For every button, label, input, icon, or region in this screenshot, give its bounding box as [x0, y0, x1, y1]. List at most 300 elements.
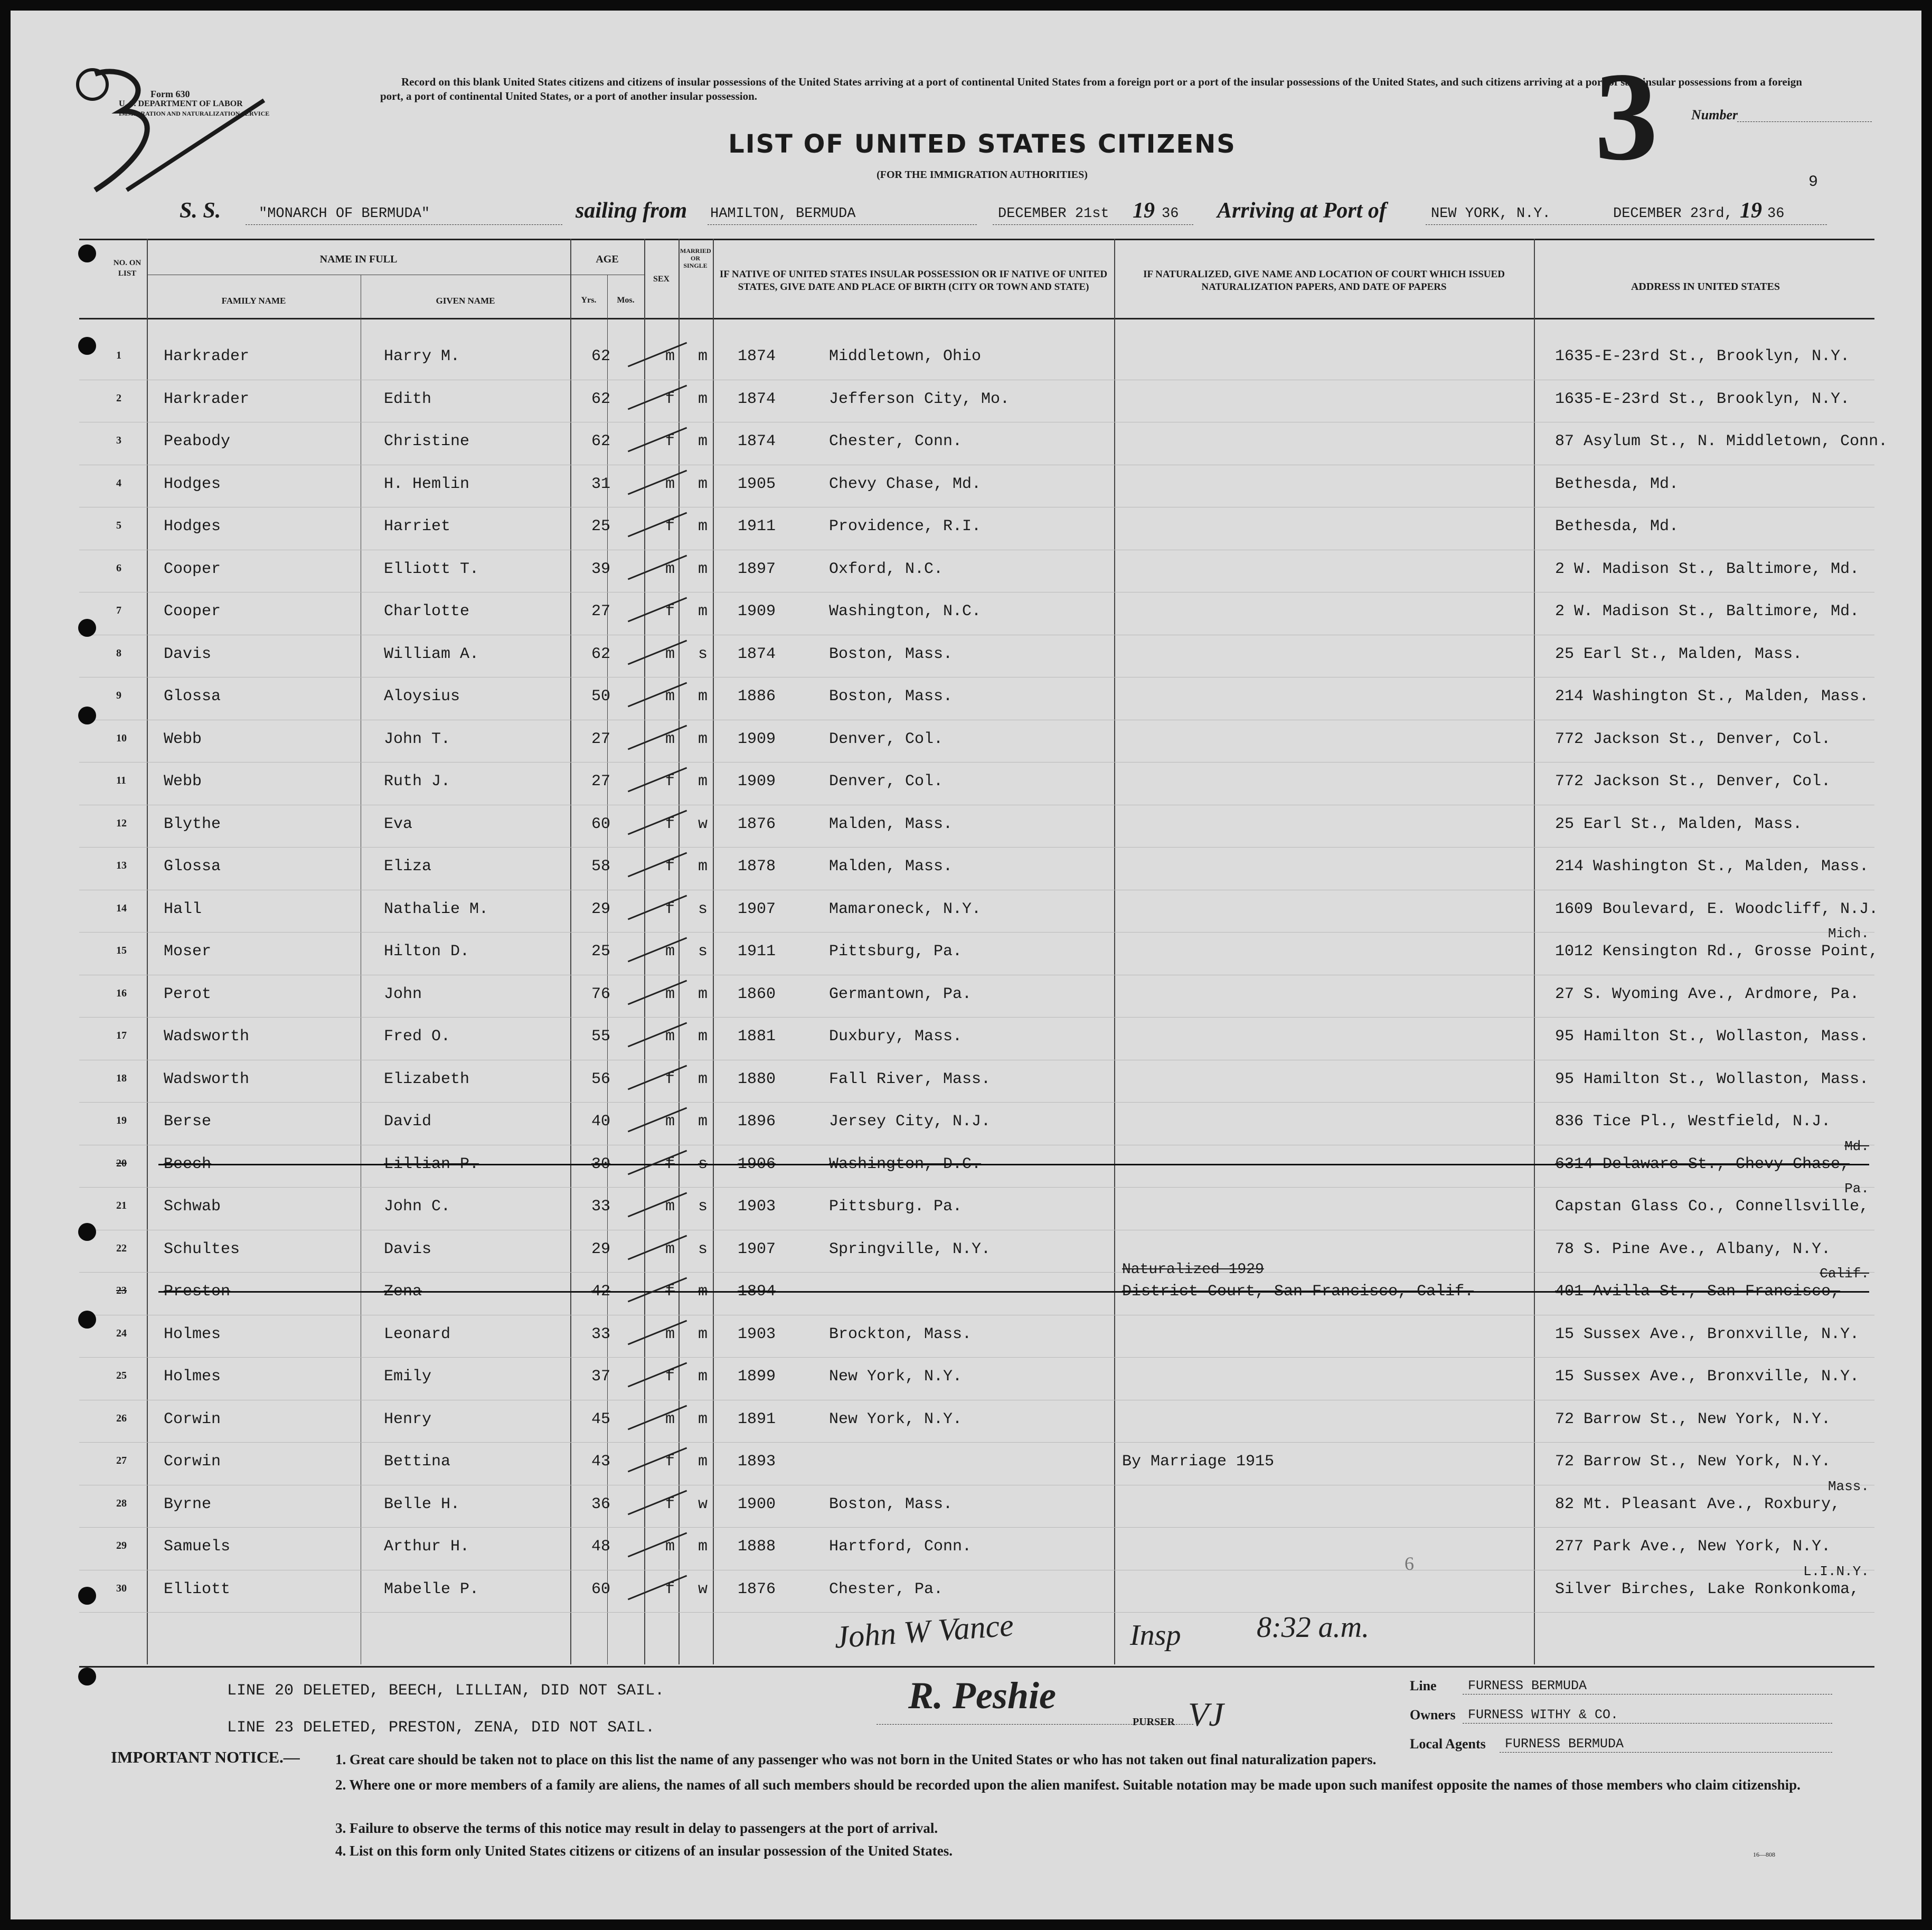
- cell-year: 1888: [738, 1538, 776, 1556]
- cell-family: Holmes: [164, 1325, 221, 1343]
- form-id: Form 630: [150, 89, 190, 99]
- check-mark: [628, 1490, 687, 1515]
- arrival-date: DECEMBER 23rd,: [1613, 206, 1733, 222]
- cell-age: 39: [591, 560, 611, 578]
- check-mark: [628, 1235, 687, 1260]
- cell-age: 36: [591, 1495, 611, 1513]
- cell-no: 28: [116, 1497, 127, 1509]
- cell-year: 1891: [738, 1410, 776, 1428]
- cell-no: 20: [116, 1157, 127, 1169]
- cell-given: Hilton D.: [384, 943, 470, 961]
- cell-family: Wadsworth: [164, 1028, 250, 1046]
- cell-sex: m: [665, 560, 675, 578]
- cell-address: Bethesda, Md.: [1555, 475, 1679, 493]
- inspector-signature: John W Vance: [833, 1607, 1015, 1655]
- check-mark: [628, 937, 687, 963]
- row-rule: [79, 1442, 1874, 1443]
- punch-hole: [78, 619, 96, 637]
- cell-address: 1609 Boulevard, E. Woodcliff, N.J.: [1555, 900, 1879, 918]
- cell-ms: m: [698, 1070, 708, 1088]
- cell-family: Glossa: [164, 688, 221, 705]
- cell-given: Aloysius: [384, 688, 460, 705]
- cell-sex: m: [665, 943, 675, 961]
- table-row: [79, 1103, 1874, 1145]
- cell-address: 15 Sussex Ave., Bronxville, N.Y.: [1555, 1368, 1860, 1386]
- cell-year: 1909: [738, 730, 776, 748]
- cell-place: Chevy Chase, Md.: [829, 475, 982, 493]
- cell-age: 43: [591, 1453, 611, 1471]
- col-header-yrs: Yrs.: [581, 296, 597, 305]
- cell-address: 78 S. Pine Ave., Albany, N.Y.: [1555, 1240, 1831, 1258]
- cell-age: 45: [591, 1410, 611, 1428]
- number-label: Number: [1691, 107, 1738, 123]
- check-mark: [628, 639, 687, 665]
- cell-ms: w: [698, 1495, 708, 1513]
- cell-address: 1635-E-23rd St., Brooklyn, N.Y.: [1555, 390, 1850, 408]
- check-mark: [628, 1192, 687, 1218]
- cell-sex: m: [665, 1410, 675, 1428]
- table-row: [79, 926, 1879, 975]
- cell-age: 50: [591, 688, 611, 705]
- cell-year: 1896: [738, 1113, 776, 1131]
- table-row: [79, 1181, 1874, 1230]
- from-port: HAMILTON, BERMUDA: [710, 206, 856, 222]
- cell-family: Moser: [164, 943, 212, 961]
- check-mark: [628, 809, 687, 835]
- cell-given: Edith: [384, 390, 432, 408]
- cell-ms: m: [698, 858, 708, 875]
- cell-given: Elliott T.: [384, 560, 479, 578]
- row-rule: [79, 932, 1874, 933]
- cell-sex: f: [665, 1368, 675, 1386]
- cell-address: 1635-E-23rd St., Brooklyn, N.Y.: [1555, 347, 1850, 365]
- cell-place: Denver, Col.: [829, 730, 944, 748]
- cell-year: 1874: [738, 432, 776, 450]
- cell-family: Cooper: [164, 602, 221, 620]
- cell-address: 772 Jackson St., Denver, Col.: [1555, 730, 1831, 748]
- cell-sex: m: [665, 1325, 675, 1343]
- cell-age: 42: [591, 1283, 611, 1301]
- cell-address: Bethesda, Md.: [1555, 517, 1679, 535]
- cell-place: Pittsburg. Pa.: [829, 1198, 963, 1216]
- cell-address: 95 Hamilton St., Wollaston, Mass.: [1555, 1028, 1869, 1046]
- cell-age: 33: [591, 1325, 611, 1343]
- cell-family: Davis: [164, 645, 212, 663]
- cell-given: Zena: [384, 1283, 422, 1301]
- table-row: [79, 466, 1874, 508]
- cell-address: 1012 Kensington Rd., Grosse Point,: [1555, 943, 1879, 961]
- cell-age: 62: [591, 347, 611, 365]
- col-header-name: NAME IN FULL: [319, 253, 398, 265]
- page-title: LIST OF UNITED STATES CITIZENS: [728, 129, 1236, 159]
- check-mark: [628, 1575, 687, 1600]
- cell-nat: By Marriage 1915: [1122, 1453, 1275, 1471]
- cell-place: Oxford, N.C.: [829, 560, 944, 578]
- cell-age: 40: [591, 1113, 611, 1131]
- owners-value: FURNESS WITHY & CO.: [1468, 1707, 1619, 1722]
- cell-no: 10: [116, 732, 127, 744]
- cell-year: 1881: [738, 1028, 776, 1046]
- depart-date: DECEMBER 21st: [998, 206, 1109, 222]
- ss-label: S. S.: [180, 199, 221, 223]
- check-mark: [628, 1362, 687, 1388]
- cell-ms: m: [698, 730, 708, 748]
- agents-label: Local Agents: [1410, 1736, 1486, 1752]
- purser-signature: R. Peshie: [908, 1674, 1056, 1717]
- cell-place: Chester, Conn.: [829, 432, 963, 450]
- cell-given: Belle H.: [384, 1495, 460, 1513]
- cell-address: Capstan Glass Co., Connellsville,: [1555, 1198, 1869, 1216]
- cell-given: David: [384, 1113, 432, 1131]
- check-mark: [628, 342, 687, 368]
- cell-place: Boston, Mass.: [829, 688, 953, 705]
- cell-place: Hartford, Conn.: [829, 1538, 972, 1556]
- cell-family: Corwin: [164, 1453, 221, 1471]
- arrival-year: 36: [1767, 206, 1785, 222]
- cell-sex: f: [665, 1283, 675, 1301]
- arrival-year-prefix: 19: [1740, 199, 1762, 223]
- table-row: [79, 381, 1874, 423]
- cell-no: 25: [116, 1370, 127, 1381]
- cell-given: Mabelle P.: [384, 1580, 479, 1598]
- cell-age: 31: [591, 475, 611, 493]
- cell-given: Henry: [384, 1410, 432, 1428]
- cell-ms: m: [698, 560, 708, 578]
- cell-given: Charlotte: [384, 602, 470, 620]
- cell-address: 836 Tice Pl., Westfield, N.J.: [1555, 1113, 1831, 1131]
- cell-sex: m: [665, 1198, 675, 1216]
- table-row: [79, 1138, 1874, 1188]
- depart-year-prefix: 19: [1133, 199, 1155, 223]
- col-header-age: AGE: [596, 253, 619, 265]
- cell-year: 1903: [738, 1325, 776, 1343]
- cell-given: John T.: [384, 730, 451, 748]
- cell-no: 9: [116, 690, 121, 701]
- check-mark: [628, 767, 687, 793]
- cell-year: 1907: [738, 900, 776, 918]
- cell-sex: m: [665, 475, 675, 493]
- cell-place: Washington, D.C.: [829, 1155, 982, 1173]
- punch-hole: [78, 707, 96, 724]
- cell-no: 30: [116, 1582, 127, 1594]
- cell-family: Byrne: [164, 1495, 212, 1513]
- cell-no: 1: [116, 350, 121, 361]
- cell-ms: m: [698, 985, 708, 1003]
- check-mark: [628, 1532, 687, 1558]
- deletion-strike: [158, 1164, 1869, 1165]
- cell-place: Mamaroneck, N.Y.: [829, 900, 982, 918]
- table-row: [79, 636, 1874, 678]
- cell-year: 1911: [738, 943, 776, 961]
- cell-place: Jersey City, N.J.: [829, 1113, 991, 1131]
- cell-given: John C.: [384, 1198, 451, 1216]
- cell-address: 25 Earl St., Malden, Mass.: [1555, 815, 1803, 833]
- table-row: [79, 338, 1874, 380]
- cell-no: 29: [116, 1540, 127, 1551]
- notice-item-4: 4. List on this form only United States citizens or citizens of an insular possession of the United States.: [335, 1843, 953, 1859]
- cell-ms: m: [698, 432, 708, 450]
- table-row: [79, 763, 1874, 805]
- check-mark: [628, 895, 687, 920]
- cell-age: 27: [591, 602, 611, 620]
- cell-no: 17: [116, 1030, 127, 1041]
- cell-sex: f: [665, 900, 675, 918]
- cell-no: 11: [116, 775, 126, 786]
- col-header-mos: Mos.: [617, 296, 635, 305]
- cell-year: 1897: [738, 560, 776, 578]
- cell-no: 13: [116, 860, 127, 871]
- table-row: [79, 508, 1874, 550]
- cell-ms: s: [698, 943, 708, 961]
- cell-given: William A.: [384, 645, 479, 663]
- check-mark: [628, 1277, 687, 1303]
- cell-address: 72 Barrow St., New York, N.Y.: [1555, 1410, 1831, 1428]
- col-header-married: MARRIED OR SINGLE: [680, 247, 711, 269]
- cell-no: 7: [116, 605, 121, 616]
- cell-no: 22: [116, 1242, 127, 1254]
- cell-place: Chester, Pa.: [829, 1580, 944, 1598]
- check-mark: [628, 852, 687, 878]
- table-row: [79, 976, 1874, 1018]
- cell-sex: f: [665, 1580, 675, 1598]
- row-rule: [79, 1187, 1874, 1188]
- punch-hole: [78, 1223, 96, 1241]
- cell-given: Christine: [384, 432, 470, 450]
- cell-ms: s: [698, 1240, 708, 1258]
- cell-family: Harkrader: [164, 347, 250, 365]
- check-mark: [628, 1405, 687, 1430]
- agents-value: FURNESS BERMUDA: [1505, 1736, 1624, 1752]
- cell-sex: f: [665, 390, 675, 408]
- cell-sex: m: [665, 1240, 675, 1258]
- cell-year: 1900: [738, 1495, 776, 1513]
- cell-given: Arthur H.: [384, 1538, 470, 1556]
- cell-address: 277 Park Ave., New York, N.Y.: [1555, 1538, 1831, 1556]
- cell-ms: m: [698, 1325, 708, 1343]
- cell-given: Emily: [384, 1368, 432, 1386]
- cell-age: 27: [591, 730, 611, 748]
- table-row: [79, 551, 1874, 593]
- cell-age: 29: [591, 1240, 611, 1258]
- cell-ms: m: [698, 1113, 708, 1131]
- table-row: [79, 423, 1888, 465]
- cell-sex: m: [665, 1113, 675, 1131]
- cell-ms: m: [698, 1538, 708, 1556]
- address-note: Md.: [1844, 1138, 1869, 1154]
- cell-year: 1876: [738, 815, 776, 833]
- check-mark: [628, 682, 687, 708]
- cell-place: Pittsburg, Pa.: [829, 943, 963, 961]
- arriving-label: Arriving at Port of: [1217, 199, 1387, 223]
- cell-address: 25 Earl St., Malden, Mass.: [1555, 645, 1803, 663]
- owners-label: Owners: [1410, 1707, 1456, 1722]
- cell-sex: f: [665, 773, 675, 790]
- cell-given: Davis: [384, 1240, 432, 1258]
- cell-given: John: [384, 985, 422, 1003]
- cell-sex: m: [665, 730, 675, 748]
- cell-given: Leonard: [384, 1325, 451, 1343]
- cell-year: 1903: [738, 1198, 776, 1216]
- cell-address: 95 Hamilton St., Wollaston, Mass.: [1555, 1070, 1869, 1088]
- cell-ms: m: [698, 602, 708, 620]
- col-header-address: ADDRESS IN UNITED STATES: [1631, 281, 1780, 293]
- cell-no: 19: [116, 1115, 127, 1126]
- cell-family: Wadsworth: [164, 1070, 250, 1088]
- cell-given: Ruth J.: [384, 773, 451, 790]
- cell-no: 12: [116, 817, 127, 829]
- cell-family: Berse: [164, 1113, 212, 1131]
- cell-age: 48: [591, 1538, 611, 1556]
- cell-sex: m: [665, 1028, 675, 1046]
- notice-item-1: 1. Great care should be taken not to place on this list the name of any passenger who was not born in the United States or who has not taken out final naturalization papers.: [335, 1752, 1377, 1767]
- check-mark: [628, 1022, 687, 1048]
- table-row: [79, 1478, 1874, 1528]
- cell-place: Denver, Col.: [829, 773, 944, 790]
- cell-year: 1874: [738, 390, 776, 408]
- sailing-label: sailing from: [576, 199, 687, 223]
- cell-place: Duxbury, Mass.: [829, 1028, 963, 1046]
- cell-family: Beech: [164, 1155, 212, 1173]
- check-mark: [628, 512, 687, 538]
- check-mark: [628, 384, 687, 410]
- cell-family: Preston: [164, 1283, 231, 1301]
- cell-age: 58: [591, 858, 611, 875]
- cell-age: 62: [591, 432, 611, 450]
- cell-family: Corwin: [164, 1410, 221, 1428]
- cell-family: Webb: [164, 730, 202, 748]
- table-row: [79, 721, 1874, 763]
- cell-sex: f: [665, 1070, 675, 1088]
- cell-sex: m: [665, 688, 675, 705]
- cell-year: 1876: [738, 1580, 776, 1598]
- cell-no: 15: [116, 945, 127, 956]
- cell-address: 214 Washington St., Malden, Mass.: [1555, 858, 1869, 875]
- cell-given: Eliza: [384, 858, 432, 875]
- table-row: [79, 848, 1874, 890]
- cell-place: Providence, R.I.: [829, 517, 982, 535]
- cell-age: 62: [591, 390, 611, 408]
- cell-no: 6: [116, 562, 121, 574]
- col-header-family: FAMILY NAME: [221, 296, 286, 306]
- line-label: Line: [1410, 1678, 1437, 1693]
- cell-address: Silver Birches, Lake Ronkonkoma,: [1555, 1580, 1860, 1598]
- cell-age: 33: [591, 1198, 611, 1216]
- cell-sex: f: [665, 432, 675, 450]
- table-row: [79, 1061, 1874, 1103]
- cell-address: 2 W. Madison St., Baltimore, Md.: [1555, 560, 1860, 578]
- row-rule: [79, 1017, 1874, 1018]
- ship-name: "MONARCH OF BERMUDA": [259, 206, 430, 222]
- purser-label: PURSER: [1133, 1716, 1175, 1728]
- check-mark: [628, 1150, 687, 1175]
- cell-age: 29: [591, 900, 611, 918]
- cell-place: Jefferson City, Mo.: [829, 390, 1010, 408]
- cell-address: 214 Washington St., Malden, Mass.: [1555, 688, 1869, 705]
- cell-year: 1874: [738, 645, 776, 663]
- cell-address: 2 W. Madison St., Baltimore, Md.: [1555, 602, 1860, 620]
- table-row: [79, 1231, 1874, 1273]
- table-row: [79, 1443, 1874, 1485]
- row-rule: [79, 1527, 1874, 1528]
- cell-place: Fall River, Mass.: [829, 1070, 991, 1088]
- cell-year: 1893: [738, 1453, 776, 1471]
- cell-age: 62: [591, 645, 611, 663]
- cell-no: 23: [116, 1285, 127, 1296]
- cell-family: Glossa: [164, 858, 221, 875]
- cell-ms: m: [698, 1028, 708, 1046]
- cell-ms: s: [698, 645, 708, 663]
- cell-ms: m: [698, 1368, 708, 1386]
- cell-ms: m: [698, 1453, 708, 1471]
- address-note: Pa.: [1844, 1181, 1869, 1197]
- table-row: [79, 891, 1879, 933]
- row-rule: [79, 1102, 1874, 1103]
- cell-family: Elliott: [164, 1580, 231, 1598]
- inspector-note: Insp: [1130, 1619, 1181, 1652]
- cell-family: Hodges: [164, 517, 221, 535]
- table-row: [79, 1018, 1874, 1060]
- cell-sex: f: [665, 1495, 675, 1513]
- cell-no: 24: [116, 1327, 127, 1339]
- pencil-mark: 6: [1405, 1553, 1414, 1574]
- notice-item-3: 3. Failure to observe the terms of this notice may result in delay to passengers at the port of arrival.: [335, 1820, 938, 1836]
- address-note: Mich.: [1827, 926, 1869, 942]
- table-row: [79, 1563, 1874, 1613]
- address-note: Mass.: [1827, 1478, 1869, 1494]
- cell-year: 1906: [738, 1155, 776, 1173]
- table-row: [79, 1358, 1874, 1400]
- cell-place: Springville, N.Y.: [829, 1240, 991, 1258]
- cell-ms: m: [698, 347, 708, 365]
- cell-given: Elizabeth: [384, 1070, 470, 1088]
- cell-sex: m: [665, 347, 675, 365]
- cell-age: 25: [591, 517, 611, 535]
- cell-year: 1909: [738, 773, 776, 790]
- check-mark: [628, 980, 687, 1005]
- address-note: Calif.: [1820, 1266, 1869, 1282]
- punch-hole: [78, 1311, 96, 1329]
- cell-given: Eva: [384, 815, 413, 833]
- check-mark: [628, 1107, 687, 1133]
- cell-ms: s: [698, 1198, 708, 1216]
- cell-family: Peabody: [164, 432, 231, 450]
- cell-ms: m: [698, 390, 708, 408]
- cell-place: Germantown, Pa.: [829, 985, 972, 1003]
- cell-family: Cooper: [164, 560, 221, 578]
- cell-no: 27: [116, 1455, 127, 1466]
- cell-address: 82 Mt. Pleasant Ave., Roxbury,: [1555, 1495, 1841, 1513]
- cell-year: 1899: [738, 1368, 776, 1386]
- cell-given: Lillian P.: [384, 1155, 479, 1173]
- cell-address: 15 Sussex Ave., Bronxville, N.Y.: [1555, 1325, 1860, 1343]
- cell-no: 16: [116, 987, 127, 999]
- cell-place: Middletown, Ohio: [829, 347, 982, 365]
- cell-sex: m: [665, 645, 675, 663]
- cell-no: 4: [116, 477, 121, 489]
- cell-no: 26: [116, 1412, 127, 1424]
- cell-no: 18: [116, 1072, 127, 1084]
- passenger-rows: [79, 338, 1888, 1637]
- note-line-23: LINE 23 DELETED, PRESTON, ZENA, DID NOT SAIL.: [227, 1719, 655, 1737]
- cell-family: Schultes: [164, 1240, 240, 1258]
- cell-place: Brockton, Mass.: [829, 1325, 972, 1343]
- purser-initials: VJ: [1188, 1696, 1224, 1733]
- cell-age: 76: [591, 985, 611, 1003]
- cell-year: 1909: [738, 602, 776, 620]
- check-mark: [628, 469, 687, 495]
- cell-place: Malden, Mass.: [829, 815, 953, 833]
- cell-no: 14: [116, 902, 127, 914]
